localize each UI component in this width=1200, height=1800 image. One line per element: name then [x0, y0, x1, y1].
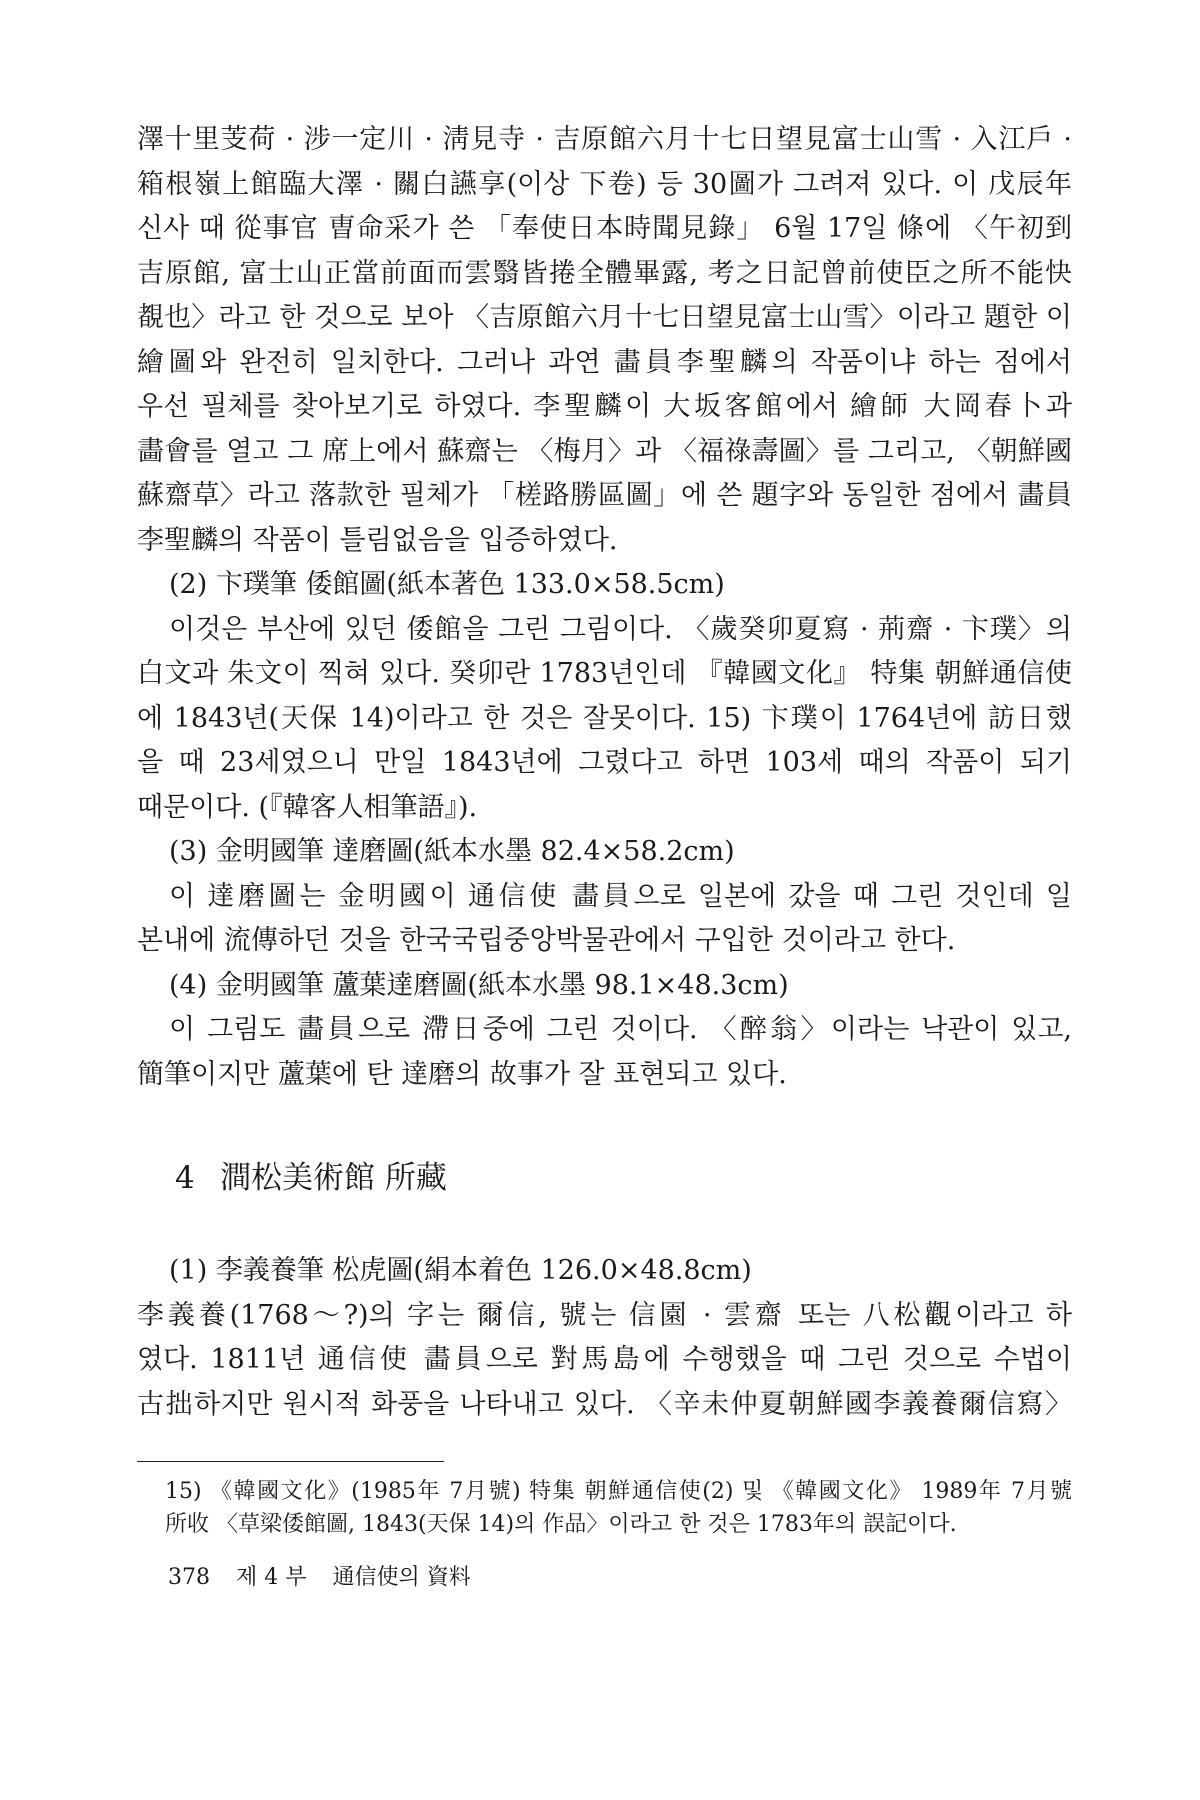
text-line: 畵會를 열고 그 席上에서 蘇齋는 〈梅月〉과 〈福祿壽圖〉를 그리고, 〈朝鮮國	[137, 435, 1072, 467]
footnote-line: 所收 〈草梁倭館圖, 1843(天保 14)의 作品〉이라고 한 것은 1783年의 誤記이다.	[165, 1512, 957, 1537]
main-text	[137, 118, 1072, 1097]
text-line: 蘇齋草〉라고 落款한 필체가 「槎路勝區圖」에 쓴 題字와 동일한 점에서 畵員	[137, 480, 1072, 511]
item-3	[137, 830, 1072, 964]
text-line: 우선 필체를 찾아보기로 하였다. 李聖麟이 大坂客館에서 繪師 大岡春卜과	[137, 391, 1072, 422]
text-line-last: 때문이다. (『韓客人相筆語』).	[137, 791, 478, 823]
text-line-last: 簡筆이지만 蘆葉에 탄 達磨의 故事가 잘 표현되고 있다.	[137, 1058, 787, 1090]
section-title: 澗松美術館 所藏	[220, 1160, 447, 1196]
text-line: 이 達磨圖는 金明國이 通信使 畵員으로 일본에 갔을 때 그린 것인데 일	[169, 880, 1072, 912]
footnote-line: 15) 《韓國文化》(1985年 7月號) 特集 朝鮮通信使(2) 및 《韓國文化》 1989年 7月號	[165, 1479, 1072, 1504]
paragraph-painting-description	[137, 118, 1072, 563]
text-line: 이것은 부산에 있던 倭館을 그린 그림이다. 〈歲癸卯夏寫 · 荊齋 · 卞璞〉의	[169, 613, 1072, 645]
item-2-title: (2) 卞璞筆 倭館圖(紙本著色 133.0×58.5cm)	[169, 569, 725, 600]
part-label: 제 4 부	[236, 1565, 307, 1590]
section-number: 4	[175, 1160, 195, 1196]
section-text	[137, 1249, 1072, 1427]
footnote-divider	[137, 1461, 444, 1462]
text-line-last: 李聖麟의 작품이 틀림없음을 입증하였다.	[137, 524, 618, 556]
text-line: 에 1843년(天保 14)이라고 한 것은 잘못이다. 15) 卞璞이 1764년에 訪日했	[137, 702, 1072, 734]
text-line: 繪圖와 완전히 일치한다. 그러나 과연 畵員李聖麟의 작품이냐 하는 점에서	[137, 346, 1072, 378]
text-line: 이 그림도 畵員으로 滯日중에 그린 것이다. 〈醉翁〉이라는 낙관이 있고,	[169, 1014, 1072, 1045]
item-4	[137, 964, 1072, 1098]
page-footer	[168, 1563, 497, 1593]
item-3-title: (3) 金明國筆 達磨圖(紙本水墨 82.4×58.2cm)	[169, 836, 735, 867]
text-line: 古拙하지만 원시적 화풍을 나타내고 있다. 〈辛未仲夏朝鮮國李義養爾信寫〉	[137, 1388, 1072, 1420]
section-heading	[175, 1158, 447, 1198]
text-line: 箱根嶺上館臨大澤 · 關白讌享(이상 下卷) 등 30圖가 그려져 있다. 이 戊辰年	[137, 168, 1072, 200]
page-number: 378	[168, 1565, 210, 1590]
text-line: 吉原館, 富士山正當前面而雲翳皆捲全體畢露, 考之日記曾前使臣之所不能快	[137, 257, 1072, 289]
text-line: 覩也〉라고 한 것으로 보아 〈吉原館六月十七日望見富士山雪〉이라고 題한 이	[137, 302, 1072, 333]
text-line: 白文과 朱文이 찍혀 있다. 癸卯란 1783년인데 『韓國文化』 特集 朝鮮通信使	[137, 658, 1072, 689]
text-line-last: 본내에 流傳하던 것을 한국국립중앙박물관에서 구입한 것이라고 한다.	[137, 925, 956, 956]
footnote	[165, 1475, 1072, 1541]
item-4-title: (4) 金明國筆 蘆葉達磨圖(紙本水墨 98.1×48.3cm)	[169, 969, 789, 1001]
text-line: 을 때 23세였으니 만일 1843년에 그렸다고 하면 103세 때의 작품이 되기	[137, 747, 1072, 778]
item-2	[137, 563, 1072, 830]
chapter-title: 通信使의 資料	[332, 1565, 471, 1590]
section-item-1-title: (1) 李義養筆 松虎圖(絹本着色 126.0×48.8cm)	[169, 1255, 752, 1286]
text-line: 李義養(1768～?)의 字는 爾信, 號는 信園 · 雲齋 또는 八松觀이라고 하	[137, 1299, 1072, 1331]
text-line: 였다. 1811년 通信使 畵員으로 對馬島에 수행했을 때 그린 것으로 수법이	[137, 1344, 1072, 1375]
text-line: 澤十里芰荷 · 涉一定川 · 淸見寺 · 吉原館六月十七日望見富士山雪 · 入江戶 ·	[137, 124, 1072, 155]
text-line: 신사 때 從事官 曺命采가 쓴 「奉使日本時聞見錄」 6월 17일 條에 〈午初到	[137, 213, 1072, 244]
